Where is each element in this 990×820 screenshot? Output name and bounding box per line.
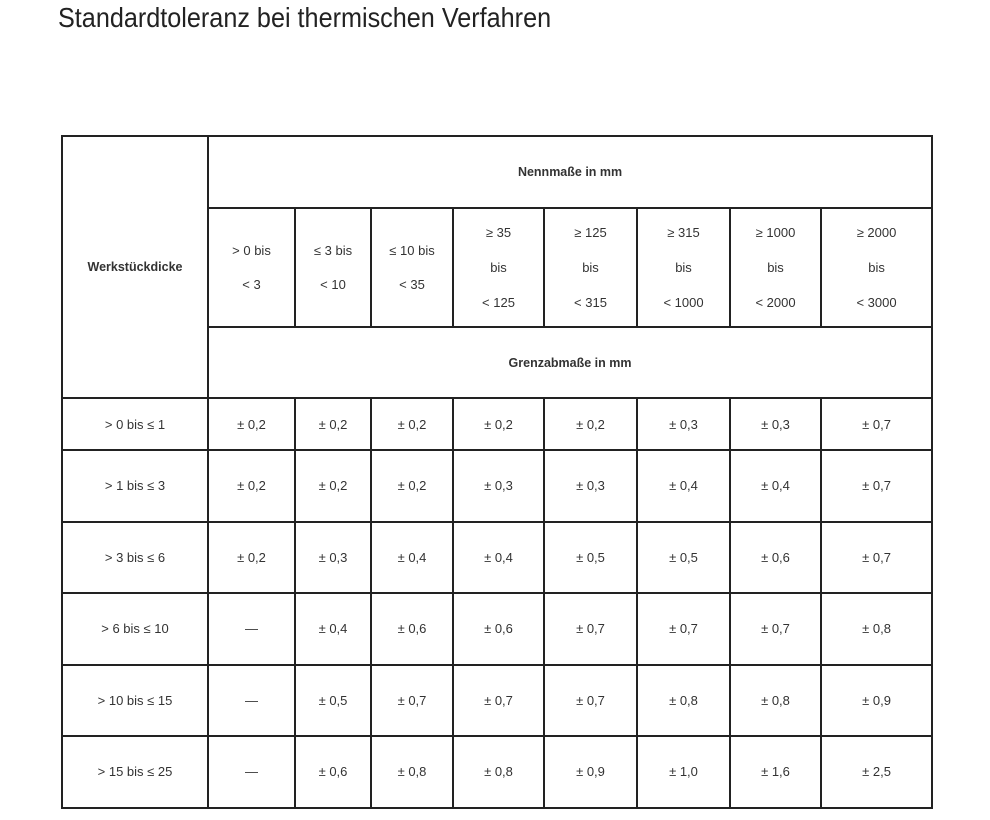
column-header-line: < 3 [242, 276, 261, 292]
column-header-line: < 2000 [755, 295, 796, 310]
column-header [453, 208, 544, 327]
table-cell: ± 0,5 [637, 522, 730, 594]
table-cell: ± 0,2 [208, 450, 295, 522]
column-header [637, 208, 730, 327]
table-cell: ± 0,2 [371, 450, 453, 522]
table-cell: ± 0,2 [208, 398, 295, 450]
column-header-line: < 10 [320, 276, 346, 292]
column-header-line: ≥ 125 [574, 225, 607, 240]
table-cell: ± 0,2 [295, 450, 371, 522]
tolerance-table [61, 135, 933, 809]
column-header [371, 208, 453, 327]
table-cell: ± 0,9 [544, 736, 637, 808]
column-header-line: ≥ 35 [485, 225, 512, 240]
table-row [62, 522, 932, 594]
column-header-line: bis [767, 260, 784, 275]
table-cell: ± 0,7 [821, 450, 932, 522]
table-cell: ± 0,2 [208, 522, 295, 594]
table-cell: ± 0,8 [371, 736, 453, 808]
column-header-line: bis [868, 260, 885, 275]
table-cell: ± 0,7 [637, 593, 730, 665]
table-cell: — [208, 593, 295, 665]
column-header-line: bis [675, 260, 692, 275]
table-cell: ± 0,4 [371, 522, 453, 594]
column-header [544, 208, 637, 327]
table-cell: ± 0,8 [453, 736, 544, 808]
table-row [62, 593, 932, 665]
column-header-line: ≥ 1000 [755, 225, 796, 240]
table-cell: ± 0,7 [821, 522, 932, 594]
table-cell: ± 0,4 [295, 593, 371, 665]
row-label: > 15 bis ≤ 25 [62, 736, 208, 808]
row-header-title: Werkstückdicke [62, 136, 208, 398]
table-cell: — [208, 665, 295, 737]
column-header-line: < 35 [399, 276, 425, 292]
column-header-line: ≥ 315 [667, 225, 700, 240]
table-cell: ± 0,7 [544, 593, 637, 665]
table-cell: ± 0,7 [371, 665, 453, 737]
column-header-line: bis [582, 260, 599, 275]
row-label: > 1 bis ≤ 3 [62, 450, 208, 522]
table-row [62, 450, 932, 522]
table-cell: ± 0,9 [821, 665, 932, 737]
column-header-line: > 0 bis [232, 242, 271, 258]
column-header-line: < 1000 [663, 295, 704, 310]
table-cell: ± 0,7 [544, 665, 637, 737]
row-label: > 10 bis ≤ 15 [62, 665, 208, 737]
row-label: > 3 bis ≤ 6 [62, 522, 208, 594]
table-cell: ± 1,0 [637, 736, 730, 808]
table-cell: ± 0,3 [544, 450, 637, 522]
column-header-line: ≤ 3 bis [313, 242, 353, 258]
table-cell: ± 0,7 [453, 665, 544, 737]
column-header [821, 208, 932, 327]
table-cell: ± 0,8 [821, 593, 932, 665]
table-cell: ± 0,7 [730, 593, 821, 665]
table-cell: ± 0,6 [371, 593, 453, 665]
column-header-line: bis [490, 260, 507, 275]
table-cell: ± 0,6 [295, 736, 371, 808]
table-cell: ± 0,7 [821, 398, 932, 450]
table-cell: ± 0,5 [295, 665, 371, 737]
table-cell: — [208, 736, 295, 808]
table-cell: ± 0,4 [637, 450, 730, 522]
column-header [208, 208, 295, 327]
table-row [62, 736, 932, 808]
row-label: > 0 bis ≤ 1 [62, 398, 208, 450]
table-cell: ± 0,2 [295, 398, 371, 450]
page-title: Standardtoleranz bei thermischen Verfahren [58, 2, 552, 33]
table-cell: ± 0,4 [730, 450, 821, 522]
table-cell: ± 0,3 [453, 450, 544, 522]
table-cell: ± 0,3 [637, 398, 730, 450]
column-header-line: ≤ 10 bis [389, 242, 435, 258]
table-cell: ± 0,2 [544, 398, 637, 450]
group-header-nennmasse: Nennmaße in mm [208, 136, 932, 208]
table-row [62, 665, 932, 737]
table-cell: ± 2,5 [821, 736, 932, 808]
table-cell: ± 0,6 [453, 593, 544, 665]
column-header-line: ≥ 2000 [856, 225, 897, 240]
column-header-line: < 125 [482, 295, 515, 310]
column-header [295, 208, 371, 327]
row-label: > 6 bis ≤ 10 [62, 593, 208, 665]
table-cell: ± 0,3 [730, 398, 821, 450]
group-header-grenzabmasse: Grenzabmaße in mm [208, 327, 932, 398]
table-cell: ± 0,6 [730, 522, 821, 594]
table-row [62, 398, 932, 450]
table-cell: ± 0,8 [730, 665, 821, 737]
table-cell: ± 0,2 [371, 398, 453, 450]
table-cell: ± 1,6 [730, 736, 821, 808]
column-header-line: < 3000 [856, 295, 897, 310]
column-header [730, 208, 821, 327]
table-cell: ± 0,2 [453, 398, 544, 450]
table-cell: ± 0,8 [637, 665, 730, 737]
table-cell: ± 0,4 [453, 522, 544, 594]
column-header-line: < 315 [574, 295, 607, 310]
table-cell: ± 0,5 [544, 522, 637, 594]
table-cell: ± 0,3 [295, 522, 371, 594]
